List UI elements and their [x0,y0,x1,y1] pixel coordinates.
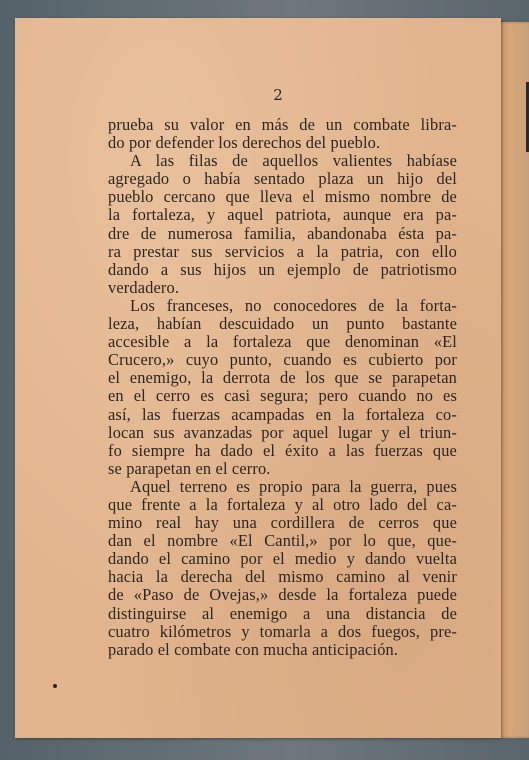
text-line: así, las fuerzas acampadas en la fortaleza co- [108,404,457,424]
text-line: ra prestar sus servicios a la patria, con ello [108,241,457,261]
text-line: Los franceses, no conocedores de la forta- [130,295,457,315]
text-line: que frente a la fortaleza y al otro lado del ca- [108,494,457,514]
text-line: agregado o había sentado plaza un hijo del [108,169,457,189]
text-line: leza, habían descuidado un punto bastante [108,314,457,334]
text-line: A las filas de aquellos valientes habíase [130,151,457,171]
text-line: el enemigo, la derrota de los que se parapetan [108,368,457,388]
text-line: prueba su valor en más de un combate libra- [108,115,457,134]
text-line: se parapetan en el cerro. [108,458,271,478]
text-line: de «Paso de Ovejas,» desde la fortaleza puede [108,585,457,605]
text-line: dando el camino por el medio y dando vuelta [108,549,457,569]
text-line: Aquel terreno es propio para la guerra, pues [130,476,457,496]
text-line: parado el combate con mucha anticipación. [108,639,399,659]
text-line: dre de numerosa familia, abandonaba ésta pa- [108,223,457,243]
text-line: mino real hay una cordillera de cerros que [108,513,457,533]
page-number: 2 [273,86,283,104]
text-line: distinguirse al enemigo a una distancia de [108,603,457,623]
text-line: dan el nombre «El Cantil,» por lo que, que- [108,531,457,551]
ink-speck [53,684,57,688]
text-line: fo siempre ha dado el éxito a las fuerzas que [108,440,457,460]
text-line: locan sus avanzadas por aquel lugar y el triun- [108,422,457,442]
text-line: en el cerro es casi segura; pero cuando no es [108,386,457,406]
text-line: dando a sus hijos un ejemplo de patriotismo [108,259,457,279]
text-line: verdadero. [108,277,180,297]
text-line: hacia la derecha del mismo camino al venir [108,567,457,587]
text-line: accesible a la fortaleza que denominan «El [108,332,457,352]
text-line: Crucero,» cuyo punto, cuando es cubierto por [108,350,457,370]
body-text [108,116,457,659]
text-line: cuatro kilómetros y tomarla a dos fuegos, pre- [108,621,457,641]
text-line: do por defender los derechos del pueblo. [108,133,381,153]
text-line: la fortaleza, y aquel patriota, aunque era pa- [108,205,457,225]
text-line: pueblo cercano que lleva el mismo nombre de [108,187,457,207]
adjacent-page-edge [497,22,529,738]
